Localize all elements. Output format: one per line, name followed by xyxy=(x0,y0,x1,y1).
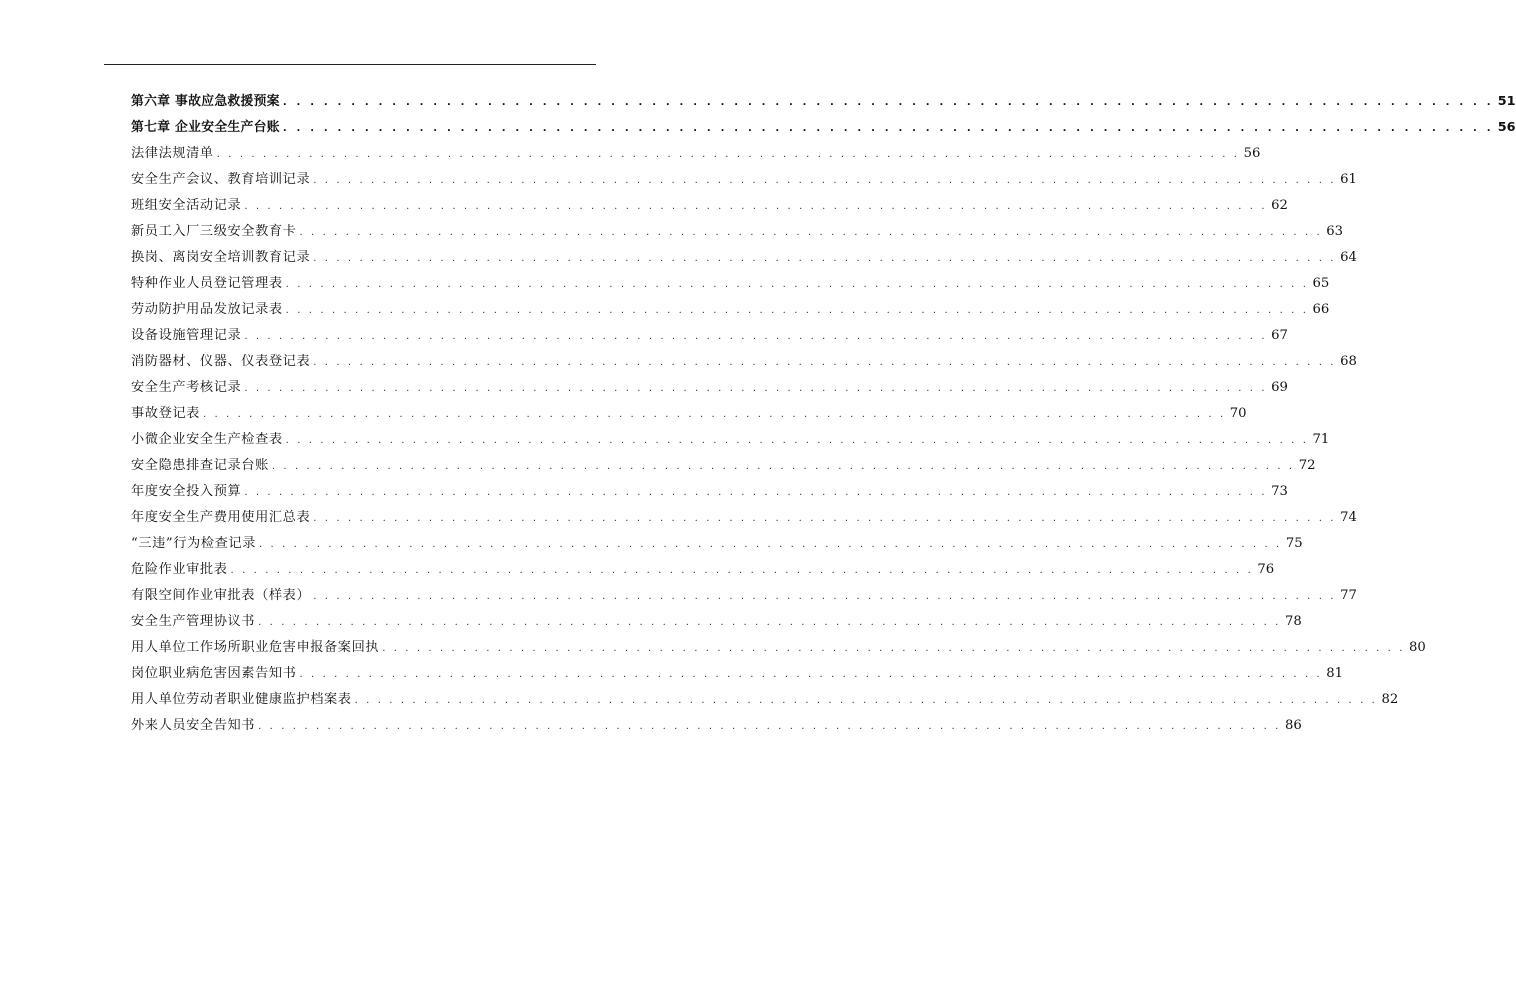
table-of-contents xyxy=(131,89,1516,739)
toc-row[interactable] xyxy=(131,323,1288,349)
toc-entry-title: 换岗、离岗安全培训教育记录 xyxy=(131,250,311,265)
toc-row[interactable] xyxy=(131,479,1288,505)
toc-row[interactable] xyxy=(131,557,1275,583)
toc-row[interactable] xyxy=(131,453,1316,479)
toc-leader-dots: . . . . . . . . . . . . . . . . . . . . . . . . . . . . . . . . . . . . . . . . . . . . . . . . . . . . . . . . . . . . . . . . . . . . . . . . . . . . . . . . . . . . . . . . . xyxy=(282,123,1494,134)
toc-row[interactable] xyxy=(131,141,1261,167)
toc-entry-title: 消防器材、仪器、仪表登记表 xyxy=(131,354,311,369)
header-rule xyxy=(104,64,596,65)
toc-row[interactable] xyxy=(131,271,1330,297)
toc-leader-dots: . . . . . . . . . . . . . . . . . . . . . . . . . . . . . . . . . . . . . . . . . . . . . . . . . . . . . . . . . . . . . . . . . . . . . . . . . . . . . . . . . . . . . . . . . xyxy=(313,357,1337,368)
toc-page-number: 72 xyxy=(1298,458,1316,473)
toc-chapter-row[interactable] xyxy=(131,89,1516,115)
toc-entry-title: 外来人员安全告知书 xyxy=(131,718,256,733)
toc-page-number: 86 xyxy=(1284,718,1302,733)
toc-page-number: 63 xyxy=(1326,224,1344,239)
toc-row[interactable] xyxy=(131,427,1330,453)
toc-entry-title: 安全生产会议、教育培训记录 xyxy=(131,172,311,187)
toc-entry-title: 第七章 企业安全生产台账 xyxy=(131,120,280,135)
toc-row[interactable] xyxy=(131,713,1302,739)
toc-leader-dots: . . . . . . . . . . . . . . . . . . . . . . . . . . . . . . . . . . . . . . . . . . . . . . . . . . . . . . . . . . . . . . . . . . . . . . . . . . . . . . . . . . . . . . . . . xyxy=(258,721,1281,732)
toc-page-number: 51 xyxy=(1497,94,1516,109)
toc-entry-title: 有限空间作业审批表（样表） xyxy=(131,588,311,603)
toc-page-number: 61 xyxy=(1340,172,1357,187)
toc-entry-title: 特种作业人员登记管理表 xyxy=(131,276,283,291)
toc-page-number: 77 xyxy=(1340,588,1357,603)
toc-leader-dots: . . . . . . . . . . . . . . . . . . . . . . . . . . . . . . . . . . . . . . . . . . . . . . . . . . . . . . . . . . . . . . . . . . . . . . . . . . . . . . . . . . . . . . . . . xyxy=(285,435,1309,446)
toc-entry-title: 用人单位工作场所职业危害申报备案回执 xyxy=(131,640,380,655)
toc-entry-title: 法律法规清单 xyxy=(131,146,214,161)
toc-leader-dots: . . . . . . . . . . . . . . . . . . . . . . . . . . . . . . . . . . . . . . . . . . . . . . . . . . . . . . . . . . . . . . . . . . . . . . . . . . . . . . . . . . . . . . . . . xyxy=(282,97,1494,108)
toc-entry-title: 安全生产考核记录 xyxy=(131,380,242,395)
toc-row[interactable] xyxy=(131,609,1302,635)
toc-entry-title: 用人单位劳动者职业健康监护档案表 xyxy=(131,692,352,707)
toc-row[interactable] xyxy=(131,167,1357,193)
toc-entry-title: 年度安全投入预算 xyxy=(131,484,242,499)
toc-entry-title: 班组安全活动记录 xyxy=(131,198,242,213)
toc-page-number: 67 xyxy=(1271,328,1288,343)
toc-row[interactable] xyxy=(131,193,1288,219)
toc-page-number: 69 xyxy=(1271,380,1288,395)
toc-page-number: 64 xyxy=(1340,250,1357,265)
toc-leader-dots: . . . . . . . . . . . . . . . . . . . . . . . . . . . . . . . . . . . . . . . . . . . . . . . . . . . . . . . . . . . . . . . . . . . . . . . . . . . . . . . . . . . . . . . . . xyxy=(299,669,1323,680)
toc-row[interactable] xyxy=(131,349,1357,375)
toc-leader-dots: . . . . . . . . . . . . . . . . . . . . . . . . . . . . . . . . . . . . . . . . . . . . . . . . . . . . . . . . . . . . . . . . . . . . . . . . . . . . . . . . . . . . . . . . . xyxy=(285,279,1309,290)
toc-page-number: 71 xyxy=(1312,432,1330,447)
toc-chapter-row[interactable] xyxy=(131,115,1516,141)
toc-leader-dots: . . . . . . . . . . . . . . . . . . . . . . . . . . . . . . . . . . . . . . . . . . . . . . . . . . . . . . . . . . . . . . . . . . . . . . . . . . . . . . . . . . . . . . . . . xyxy=(313,175,1337,186)
toc-leader-dots: . . . . . . . . . . . . . . . . . . . . . . . . . . . . . . . . . . . . . . . . . . . . . . . . . . . . . . . . . . . . . . . . . . . . . . . . . . . . . . . . . . . . . . . . . xyxy=(382,643,1406,654)
toc-row[interactable] xyxy=(131,583,1357,609)
toc-row[interactable] xyxy=(131,245,1357,271)
toc-row[interactable] xyxy=(131,297,1330,323)
toc-entry-title: 危险作业审批表 xyxy=(131,562,228,577)
toc-entry-title: 事故登记表 xyxy=(131,406,200,421)
toc-page-number: 73 xyxy=(1271,484,1288,499)
toc-page-number: 74 xyxy=(1340,510,1357,525)
toc-row[interactable] xyxy=(131,635,1426,661)
toc-row[interactable] xyxy=(131,687,1399,713)
toc-entry-title: “三违”行为检查记录 xyxy=(131,536,256,551)
toc-page-number: 81 xyxy=(1326,666,1344,681)
toc-row[interactable] xyxy=(131,219,1344,245)
toc-page-number: 70 xyxy=(1229,406,1247,421)
toc-entry-title: 小微企业安全生产检查表 xyxy=(131,432,283,447)
toc-entry-title: 岗位职业病危害因素告知书 xyxy=(131,666,297,681)
toc-leader-dots: . . . . . . . . . . . . . . . . . . . . . . . . . . . . . . . . . . . . . . . . . . . . . . . . . . . . . . . . . . . . . . . . . . . . . . . . . . . . . . . . . . . . . . . . . xyxy=(244,487,1268,498)
toc-entry-title: 新员工入厂三级安全教育卡 xyxy=(131,224,297,239)
toc-entry-title: 设备设施管理记录 xyxy=(131,328,242,343)
toc-page-number: 68 xyxy=(1340,354,1357,369)
toc-entry-title: 安全隐患排查记录台账 xyxy=(131,458,269,473)
toc-leader-dots: . . . . . . . . . . . . . . . . . . . . . . . . . . . . . . . . . . . . . . . . . . . . . . . . . . . . . . . . . . . . . . . . . . . . . . . . . . . . . . . . . . . . . . . . . xyxy=(244,331,1268,342)
toc-row[interactable] xyxy=(131,375,1288,401)
toc-leader-dots: . . . . . . . . . . . . . . . . . . . . . . . . . . . . . . . . . . . . . . . . . . . . . . . . . . . . . . . . . . . . . . . . . . . . . . . . . . . . . . . . . . . . . . . . . xyxy=(285,305,1309,316)
toc-row[interactable] xyxy=(131,531,1303,557)
toc-page-number: 76 xyxy=(1257,562,1275,577)
toc-leader-dots: . . . . . . . . . . . . . . . . . . . . . . . . . . . . . . . . . . . . . . . . . . . . . . . . . . . . . . . . . . . . . . . . . . . . . . . . . . . . . . . . . . . . . . . . . xyxy=(299,227,1323,238)
toc-leader-dots: . . . . . . . . . . . . . . . . . . . . . . . . . . . . . . . . . . . . . . . . . . . . . . . . . . . . . . . . . . . . . . . . . . . . . . . . . . . . . . . . . . . . . . . . . xyxy=(230,565,1254,576)
toc-page-number: 75 xyxy=(1285,536,1303,551)
toc-entry-title: 年度安全生产费用使用汇总表 xyxy=(131,510,311,525)
toc-row[interactable] xyxy=(131,401,1247,427)
toc-row[interactable] xyxy=(131,661,1344,687)
toc-leader-dots: . . . . . . . . . . . . . . . . . . . . . . . . . . . . . . . . . . . . . . . . . . . . . . . . . . . . . . . . . . . . . . . . . . . . . . . . . . . . . . . . . . . . . . . . . xyxy=(258,617,1281,628)
toc-leader-dots: . . . . . . . . . . . . . . . . . . . . . . . . . . . . . . . . . . . . . . . . . . . . . . . . . . . . . . . . . . . . . . . . . . . . . . . . . . . . . . . . . . . . . . . . . xyxy=(313,591,1337,602)
toc-leader-dots: . . . . . . . . . . . . . . . . . . . . . . . . . . . . . . . . . . . . . . . . . . . . . . . . . . . . . . . . . . . . . . . . . . . . . . . . . . . . . . . . . . . . . . . . . xyxy=(244,201,1268,212)
toc-page-number: 65 xyxy=(1312,276,1330,291)
toc-leader-dots: . . . . . . . . . . . . . . . . . . . . . . . . . . . . . . . . . . . . . . . . . . . . . . . . . . . . . . . . . . . . . . . . . . . . . . . . . . . . . . . . . . . . . . . . . xyxy=(313,253,1337,264)
toc-page-number: 56 xyxy=(1497,120,1516,135)
toc-page-number: 56 xyxy=(1243,146,1261,161)
toc-leader-dots: . . . . . . . . . . . . . . . . . . . . . . . . . . . . . . . . . . . . . . . . . . . . . . . . . . . . . . . . . . . . . . . . . . . . . . . . . . . . . . . . . . . . . . . . . xyxy=(271,461,1295,472)
toc-page-number: 82 xyxy=(1381,692,1399,707)
toc-page-number: 78 xyxy=(1284,614,1302,629)
toc-leader-dots: . . . . . . . . . . . . . . . . . . . . . . . . . . . . . . . . . . . . . . . . . . . . . . . . . . . . . . . . . . . . . . . . . . . . . . . . . . . . . . . . . . . . . . . . . xyxy=(216,149,1240,160)
toc-page-number: 62 xyxy=(1271,198,1288,213)
toc-leader-dots: . . . . . . . . . . . . . . . . . . . . . . . . . . . . . . . . . . . . . . . . . . . . . . . . . . . . . . . . . . . . . . . . . . . . . . . . . . . . . . . . . . . . . . . . . xyxy=(354,695,1378,706)
toc-entry-title: 劳动防护用品发放记录表 xyxy=(131,302,283,317)
toc-leader-dots: . . . . . . . . . . . . . . . . . . . . . . . . . . . . . . . . . . . . . . . . . . . . . . . . . . . . . . . . . . . . . . . . . . . . . . . . . . . . . . . . . . . . . . . . . xyxy=(202,409,1226,420)
toc-entry-title: 安全生产管理协议书 xyxy=(131,614,256,629)
toc-page-number: 66 xyxy=(1312,302,1330,317)
toc-leader-dots: . . . . . . . . . . . . . . . . . . . . . . . . . . . . . . . . . . . . . . . . . . . . . . . . . . . . . . . . . . . . . . . . . . . . . . . . . . . . . . . . . . . . . . . . . xyxy=(258,539,1282,550)
toc-leader-dots: . . . . . . . . . . . . . . . . . . . . . . . . . . . . . . . . . . . . . . . . . . . . . . . . . . . . . . . . . . . . . . . . . . . . . . . . . . . . . . . . . . . . . . . . . xyxy=(244,383,1268,394)
toc-leader-dots: . . . . . . . . . . . . . . . . . . . . . . . . . . . . . . . . . . . . . . . . . . . . . . . . . . . . . . . . . . . . . . . . . . . . . . . . . . . . . . . . . . . . . . . . . xyxy=(313,513,1337,524)
toc-entry-title: 第六章 事故应急救援预案 xyxy=(131,94,280,109)
toc-page-number: 80 xyxy=(1409,640,1426,655)
toc-row[interactable] xyxy=(131,505,1357,531)
